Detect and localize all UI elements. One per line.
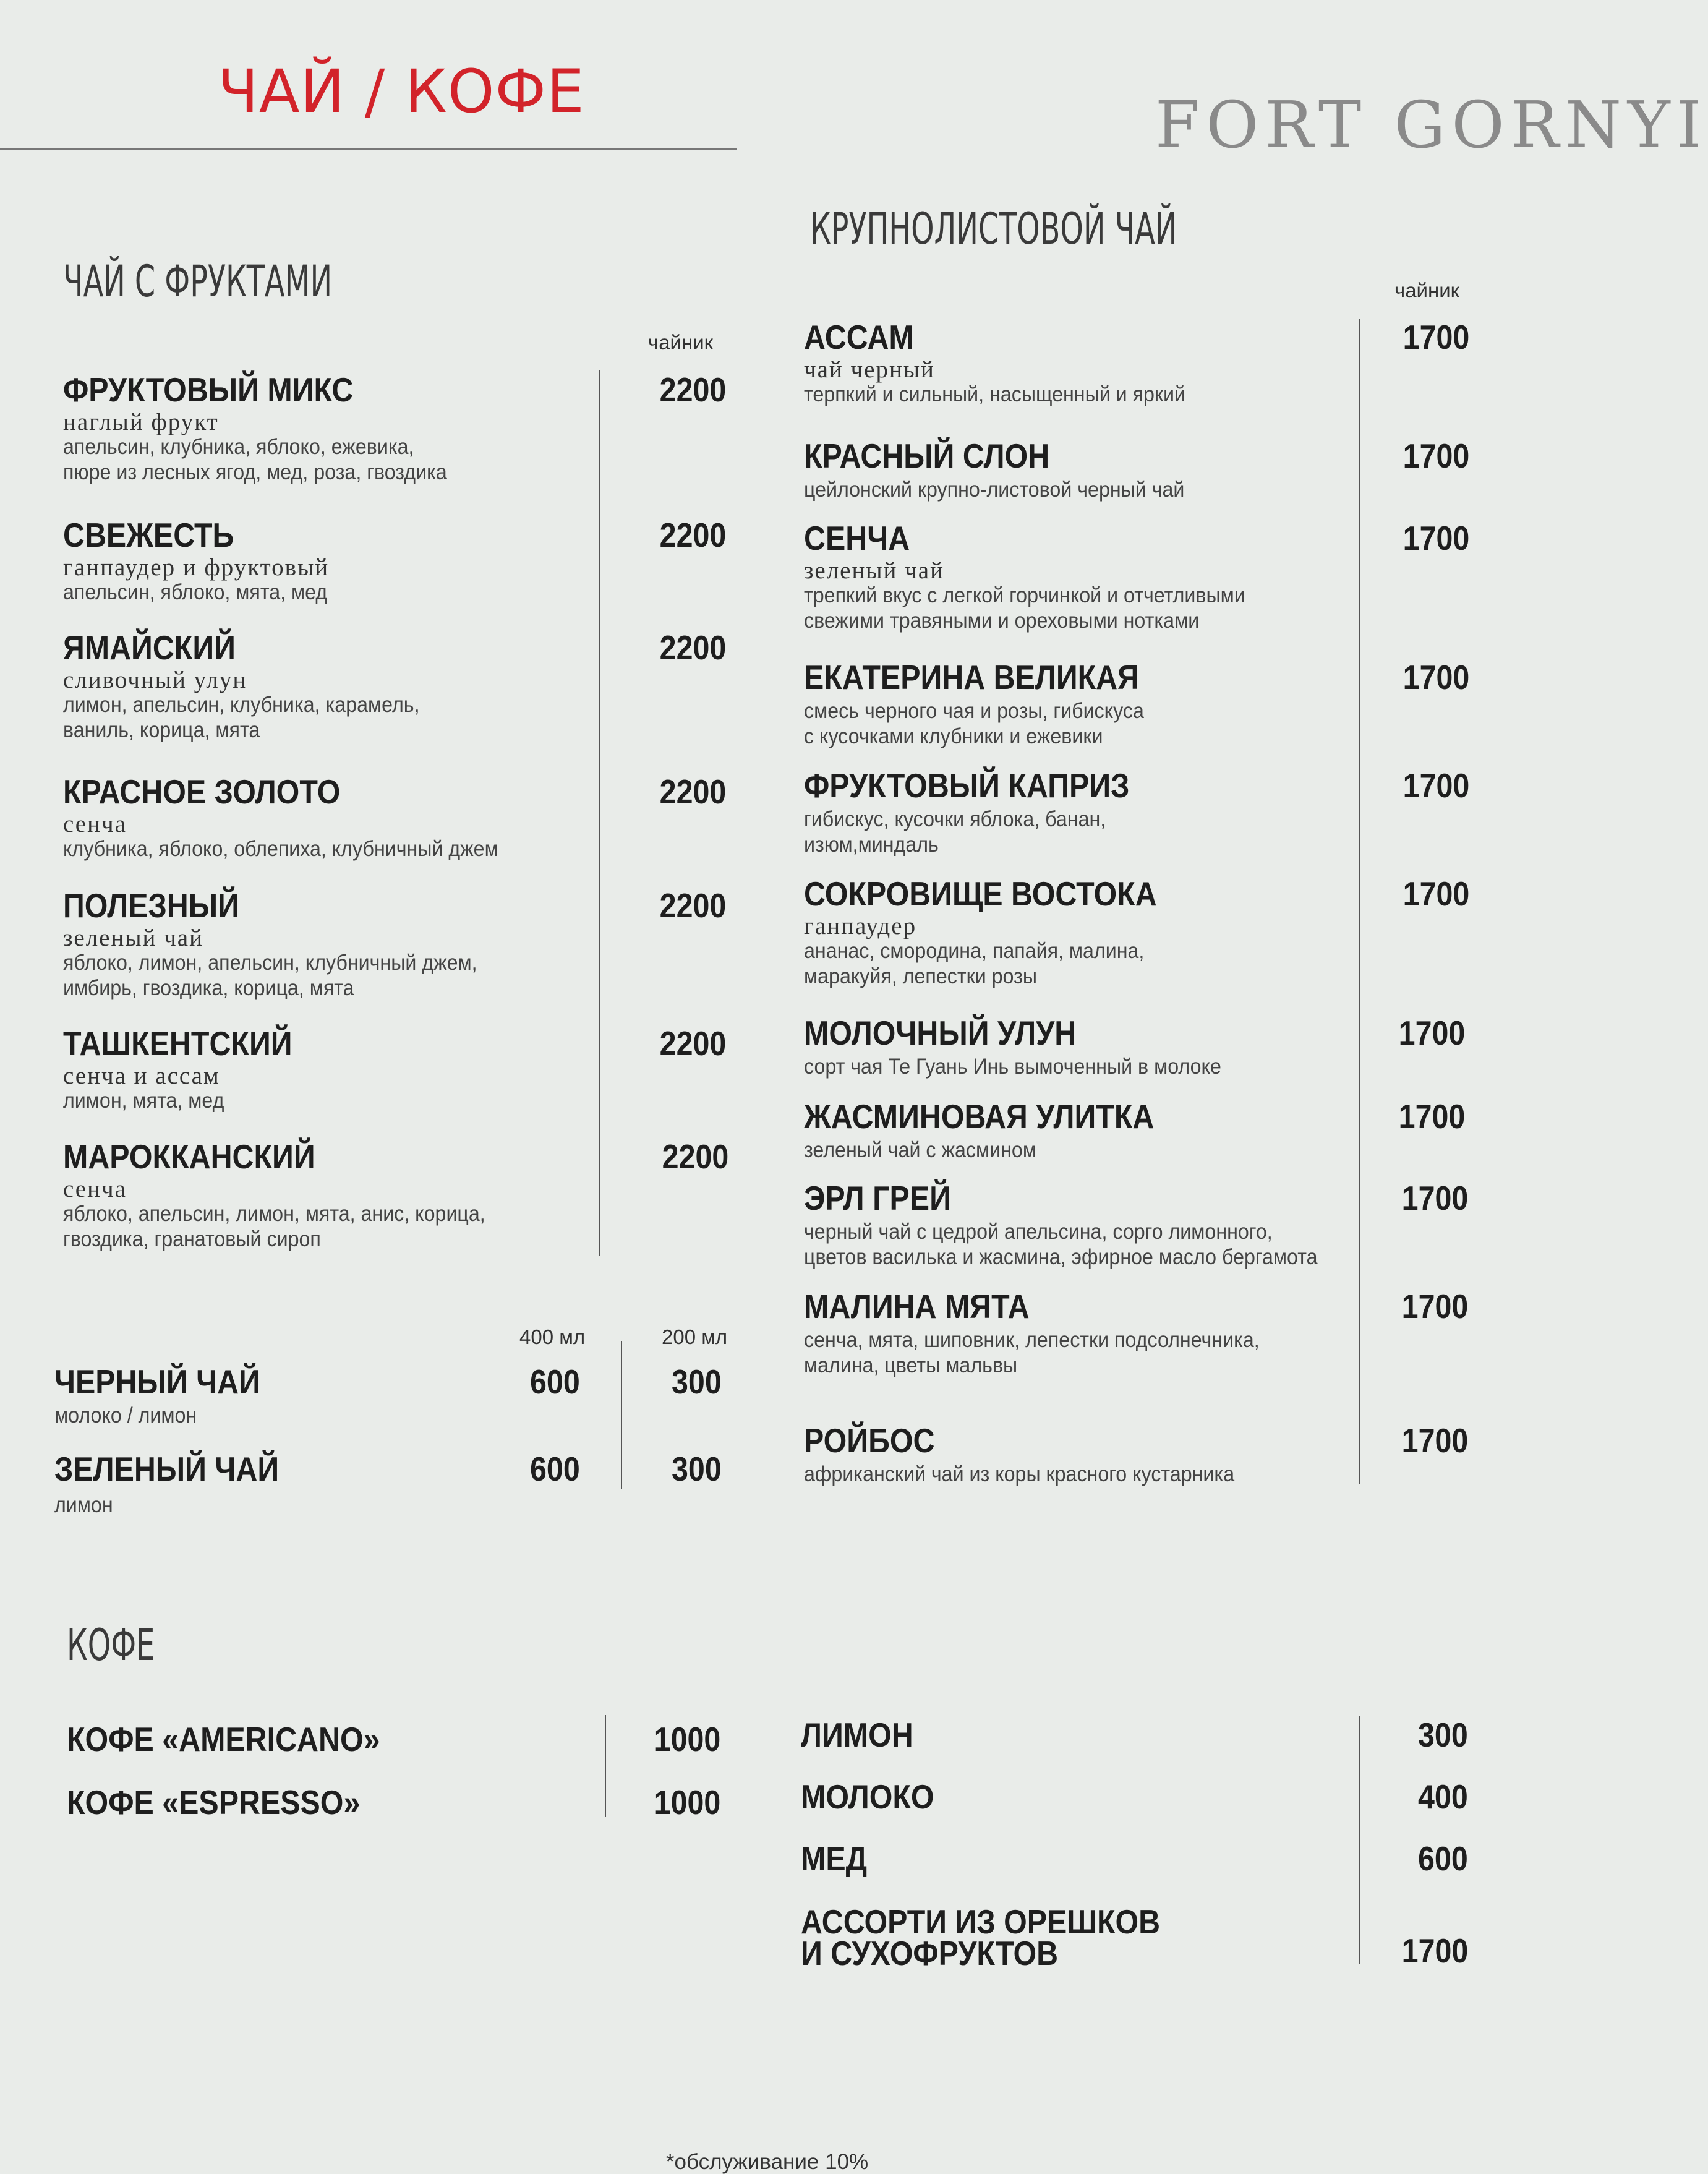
item-description: изюм,миндаль — [804, 832, 939, 857]
menu-item — [63, 1024, 323, 1113]
item-description: лимон — [54, 1493, 113, 1517]
item-price: 1700 — [1403, 519, 1469, 557]
item-price: 2200 — [659, 886, 726, 925]
item-description: маракуйя, лепестки розы — [804, 964, 1037, 988]
item-name: МОЛОЧНЫЙ УЛУН — [804, 1014, 1077, 1052]
column-header-400ml: 400 мл — [519, 1325, 586, 1348]
menu-item — [67, 1720, 423, 1758]
item-name: АССАМ — [804, 318, 914, 356]
item-description: сенча, мята, шиповник, лепестки подсолнечника, — [804, 1328, 1260, 1352]
item-price: 2200 — [659, 516, 726, 554]
item-description: молоко / лимон — [54, 1403, 197, 1427]
item-description: лимон, апельсин, клубника, карамель, — [63, 693, 420, 717]
menu-item — [804, 1421, 1272, 1487]
item-description: яблоко, апельсин, лимон, мята, анис, корица, — [63, 1202, 485, 1226]
item-name: ЖАСМИНОВАЯ УЛИТКА — [804, 1097, 1155, 1136]
column-divider — [1359, 319, 1360, 1484]
item-price: 2200 — [662, 1137, 728, 1176]
item-description: апельсин, яблоко, мята, мед — [63, 580, 328, 604]
item-price-400ml: 600 — [530, 1363, 580, 1401]
item-price: 1700 — [1403, 766, 1469, 805]
item-name: СОКРОВИЩЕ ВОСТОКА — [804, 875, 1157, 913]
item-name: КОФЕ «ESPRESSO» — [67, 1783, 361, 1821]
item-description: с кусочками клубники и ежевики — [804, 724, 1103, 748]
section-title-fruit-tea: ЧАЙ С ФРУКТАМИ — [63, 256, 333, 307]
menu-item — [804, 1287, 1299, 1378]
section-title-coffee: КОФЕ — [67, 1620, 155, 1671]
item-price: 1700 — [1398, 1097, 1465, 1136]
item-price: 1700 — [1398, 1014, 1465, 1052]
item-name: ФРУКТОВЫЙ КАПРИЗ — [804, 766, 1130, 805]
item-price: 1700 — [1401, 1932, 1468, 1970]
item-price: 1000 — [654, 1783, 720, 1821]
item-description: терпкий и сильный, насыщенный и яркий — [804, 382, 1185, 406]
item-name: КРАСНОЕ ЗОЛОТО — [63, 772, 341, 811]
item-price: 2200 — [659, 370, 726, 409]
item-description: цейлонский крупно-листовой черный чай — [804, 477, 1185, 502]
menu-item — [63, 772, 536, 862]
item-price: 1700 — [1403, 318, 1469, 356]
column-divider — [599, 370, 600, 1256]
menu-item — [804, 1181, 1362, 1270]
item-description: черный чай с цедрой апельсина, сорго лимонного, — [804, 1220, 1273, 1244]
item-price: 400 — [1418, 1778, 1468, 1816]
menu-item — [801, 1780, 952, 1814]
menu-item — [804, 439, 1218, 502]
menu-item — [63, 1137, 522, 1252]
item-description: ваниль, корица, мята — [63, 718, 260, 742]
item-description: цветов василька и жасмина, эфирное масло бергамота — [804, 1245, 1318, 1269]
item-name: КОФЕ «AMERICANO» — [67, 1720, 380, 1758]
item-description: клубника, яблоко, облепиха, клубничный джем — [63, 837, 498, 861]
menu-item — [804, 658, 1185, 749]
menu-item — [804, 320, 1219, 407]
item-price: 600 — [1418, 1839, 1468, 1878]
item-name: РОЙБОС — [804, 1421, 935, 1460]
item-tea-type: наглый фрукт — [63, 409, 219, 435]
page-title: ЧАЙ / КОФЕ — [218, 57, 585, 126]
item-name: КРАСНЫЙ СЛОН — [804, 437, 1050, 475]
item-tea-type: чай черный — [804, 356, 935, 383]
item-tea-type: сенча — [63, 811, 127, 837]
column-header-teapot: чайник — [1394, 279, 1460, 302]
menu-item — [67, 1783, 400, 1821]
item-price: 2200 — [659, 1024, 726, 1063]
item-price-400ml: 600 — [530, 1450, 580, 1488]
item-price: 300 — [1418, 1716, 1468, 1754]
item-name: ЭРЛ ГРЕЙ — [804, 1179, 951, 1217]
item-name: ЗЕЛЕНЫЙ ЧАЙ — [54, 1450, 280, 1488]
brand-logo: FORT GORNYI — [1155, 87, 1708, 163]
item-price: 2200 — [659, 772, 726, 811]
menu-item — [63, 518, 350, 605]
item-name: ТАШКЕНТСКИЙ — [63, 1024, 292, 1063]
title-divider — [0, 148, 737, 150]
item-tea-type: зеленый чай — [804, 557, 944, 584]
item-name: МАРОККАНСКИЙ — [63, 1137, 315, 1176]
item-name: МОЛОКО — [801, 1778, 934, 1816]
item-tea-type: сенча — [63, 1176, 127, 1202]
item-description: апельсин, клубника, яблоко, ежевика, — [63, 435, 414, 459]
menu-item — [54, 1452, 310, 1518]
item-name: СЕНЧА — [804, 519, 910, 557]
column-header-200ml: 200 мл — [662, 1325, 728, 1348]
menu-item — [63, 886, 513, 1001]
menu-item — [801, 1902, 1209, 1972]
item-tea-type: ганпаудер и фруктовый — [63, 554, 330, 581]
menu-item — [804, 1016, 1258, 1079]
item-price: 1700 — [1403, 437, 1469, 475]
item-name: ЯМАЙСКИЙ — [63, 628, 236, 667]
item-name: СВЕЖЕСТЬ — [63, 516, 234, 554]
item-price-200ml: 300 — [672, 1363, 722, 1401]
column-header-teapot: чайник — [648, 331, 714, 354]
item-description: гвоздика, гранатовый сироп — [63, 1227, 321, 1251]
menu-item — [801, 1718, 928, 1752]
menu-item — [63, 628, 451, 743]
menu-item — [804, 1097, 1202, 1163]
item-tea-type: сливочный улун — [63, 667, 247, 693]
item-description: африканский чай из коры красного кустарника — [804, 1462, 1235, 1486]
item-price: 1700 — [1403, 875, 1469, 913]
item-name-line2: И СУХОФРУКТОВ — [801, 1934, 1059, 1972]
item-price: 2200 — [659, 628, 726, 667]
item-tea-type: ганпаудер — [804, 913, 917, 939]
item-price: 1000 — [654, 1720, 720, 1758]
menu-item — [63, 370, 480, 485]
column-divider — [621, 1341, 622, 1489]
menu-item — [801, 1839, 876, 1878]
column-divider — [605, 1715, 606, 1817]
menu-item — [804, 877, 1205, 989]
item-name: ЕКАТЕРИНА ВЕЛИКАЯ — [804, 658, 1139, 696]
item-description: яблоко, лимон, апельсин, клубничный джем, — [63, 951, 477, 975]
item-description: малина, цветы мальвы — [804, 1353, 1018, 1377]
service-charge-note: *обслуживание 10% — [665, 2150, 869, 2174]
item-price: 1700 — [1401, 1287, 1468, 1325]
item-tea-type: сенча и ассам — [63, 1063, 220, 1089]
menu-item — [804, 766, 1174, 857]
item-name: МЕД — [801, 1839, 868, 1878]
item-description: свежими травяными и ореховыми нотками — [804, 609, 1200, 633]
item-description: сорт чая Те Гуань Инь вымоченный в молоке — [804, 1055, 1221, 1079]
item-name: ФРУКТОВЫЙ МИКС — [63, 370, 354, 409]
item-price-200ml: 300 — [672, 1450, 722, 1488]
item-name: ЛИМОН — [801, 1716, 913, 1754]
item-name: ПОЛЕЗНЫЙ — [63, 886, 239, 925]
column-divider — [1359, 1716, 1360, 1964]
item-tea-type: зеленый чай — [63, 925, 203, 951]
item-description: имбирь, гвоздика, корица, мята — [63, 976, 354, 1000]
section-title-leaf-tea: КРУПНОЛИСТОВОЙ ЧАЙ — [810, 203, 1177, 254]
item-description: лимон, мята, мед — [63, 1089, 224, 1113]
item-name: ЧЕРНЫЙ ЧАЙ — [54, 1363, 260, 1401]
item-description: зеленый чай с жасмином — [804, 1138, 1036, 1162]
item-price: 1700 — [1403, 658, 1469, 696]
item-description: трепкий вкус с легкой горчинкой и отчетливыми — [804, 583, 1245, 607]
item-price: 1700 — [1401, 1179, 1468, 1217]
menu-item — [804, 521, 1284, 633]
item-description: гибискус, кусочки яблока, банан, — [804, 807, 1106, 831]
item-price: 1700 — [1401, 1421, 1468, 1460]
item-name: АССОРТИ ИЗ ОРЕШКОВ — [801, 1902, 1161, 1941]
menu-item — [54, 1365, 288, 1428]
item-name: МАЛИНА МЯТА — [804, 1287, 1030, 1325]
item-description: пюре из лесных ягод, мед, роза, гвоздика — [63, 460, 447, 484]
item-description: ананас, смородина, папайя, малина, — [804, 939, 1145, 963]
item-description: смесь черного чая и розы, гибискуса — [804, 699, 1144, 723]
